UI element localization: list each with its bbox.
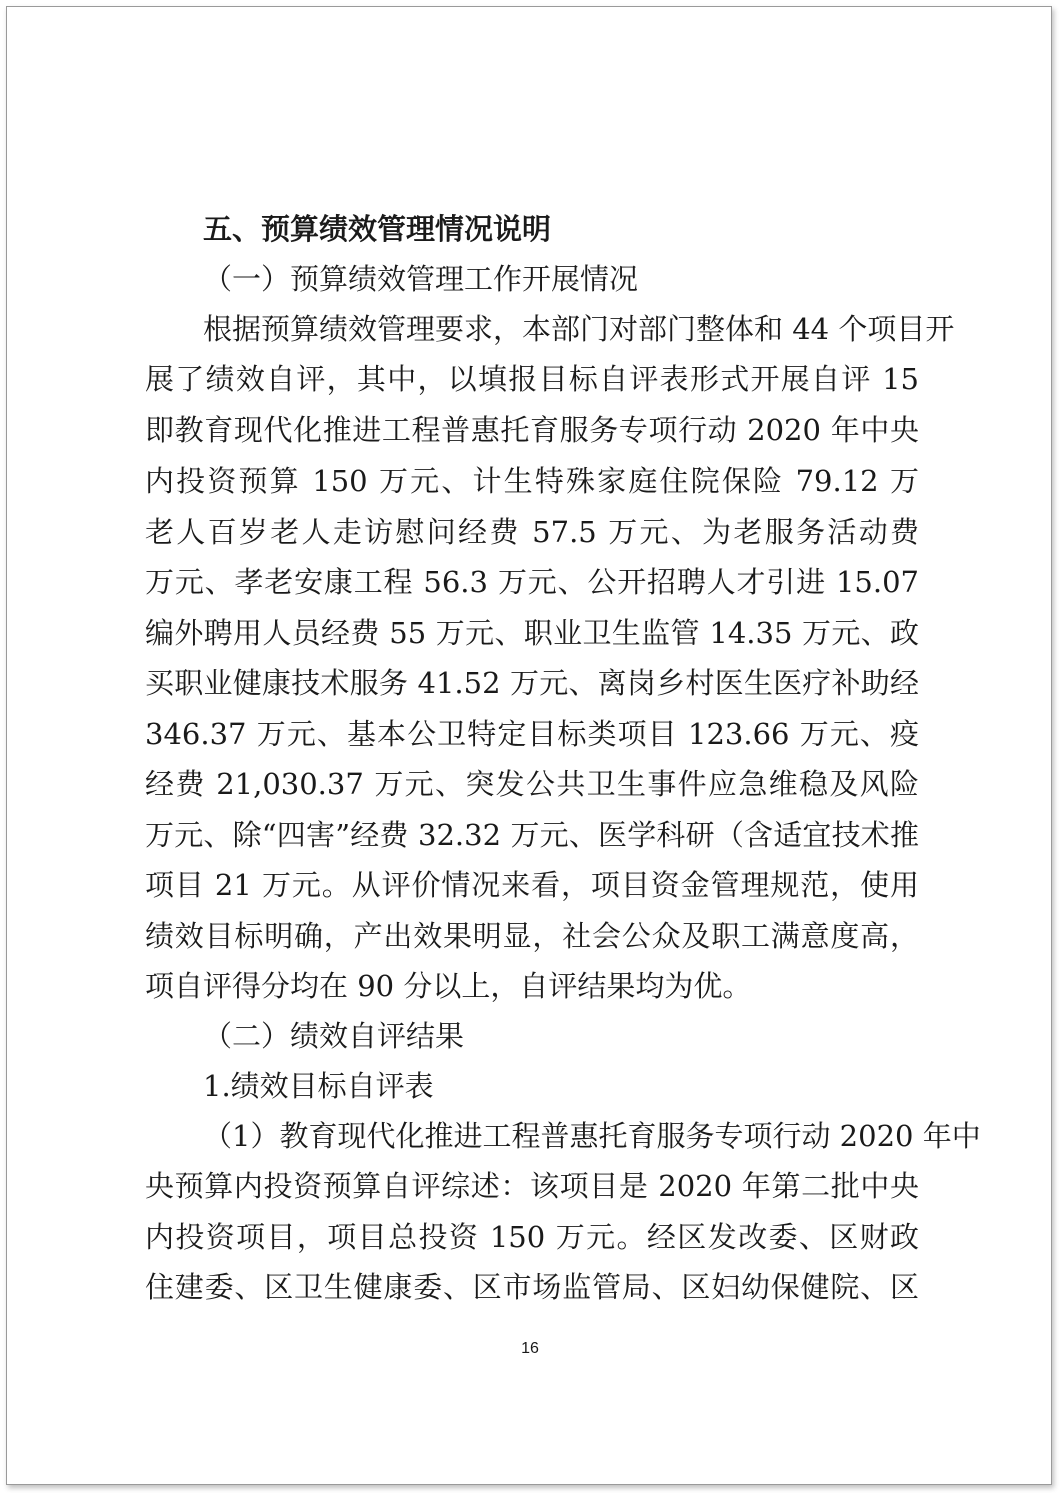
- subsection-1-heading: （一）预算绩效管理工作开展情况: [203, 262, 639, 296]
- paragraph-line: 根据预算绩效管理要求，本部门对部门整体和 44 个项目开: [203, 312, 955, 346]
- item-1-heading: 1.绩效目标自评表: [203, 1069, 434, 1103]
- paragraph-line: 央预算内投资预算自评综述：该项目是 2020 年第二批中央: [145, 1169, 919, 1203]
- paragraph-line: 老人百岁老人走访慰问经费 57.5 万元、为老服务活动费: [145, 515, 919, 549]
- paragraph-line: 买职业健康技术服务 41.52 万元、离岗乡村医生医疗补助经: [145, 666, 919, 700]
- paragraph-line: 万元、除“四害”经费 32.32 万元、医学科研（含适宜技术推: [145, 818, 919, 852]
- paragraph-line: 住建委、区卫生健康委、区市场监管局、区妇幼保健院、区: [145, 1270, 919, 1304]
- paragraph-line: 346.37 万元、基本公卫特定目标类项目 123.66 万元、疫: [145, 717, 919, 751]
- paragraph-line: 项自评得分均在 90 分以上，自评结果均为优。: [145, 969, 752, 1003]
- subsection-2-heading: （二）绩效自评结果: [203, 1019, 465, 1053]
- page-number: 16: [521, 1340, 539, 1357]
- paragraph-line: 经费 21,030.37 万元、突发公共卫生事件应急维稳及风险: [145, 767, 919, 801]
- paragraph-line: 内投资项目，项目总投资 150 万元。经区发改委、区财政: [145, 1220, 919, 1254]
- paragraph-line: 绩效目标明确，产出效果明显，社会公众及职工满意度高，: [145, 919, 919, 953]
- paragraph-line: 项目 21 万元。从评价情况来看，项目资金管理规范，使用: [145, 868, 919, 902]
- document-page: [6, 6, 1052, 1485]
- paragraph-line: 内投资预算 150 万元、计生特殊家庭住院保险 79.12 万: [145, 464, 919, 498]
- section-heading: 五、预算绩效管理情况说明: [203, 212, 552, 246]
- paragraph-line: （1）教育现代化推进工程普惠托育服务专项行动 2020 年中: [203, 1119, 981, 1153]
- paragraph-line: 编外聘用人员经费 55 万元、职业卫生监管 14.35 万元、政: [145, 616, 919, 650]
- paragraph-line: 即教育现代化推进工程普惠托育服务专项行动 2020 年中央: [145, 413, 919, 447]
- paragraph-line: 万元、孝老安康工程 56.3 万元、公开招聘人才引进 15.07: [145, 565, 919, 599]
- paragraph-line: 展了绩效自评，其中，以填报目标自评表形式开展自评 15: [145, 362, 919, 396]
